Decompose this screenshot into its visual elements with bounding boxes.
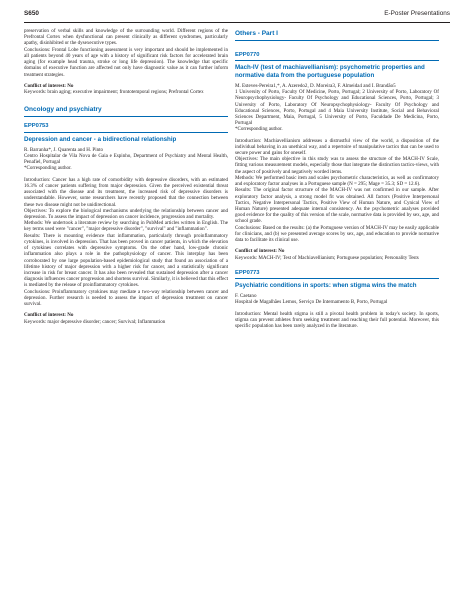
section-title: Others - Part I: [235, 28, 439, 41]
conflict-of-interest: Conflict of interest: No: [235, 248, 285, 255]
abstract-id: EPP0770: [235, 52, 439, 61]
abstract-results: Results: There is mounting evidence that inflammation, particularly through proinflammatory cytokines, is involved in depression. That has been proved in cancer patients, in which the elevation of cytokines correlates with depressive symptoms. On the other hand, low-grade chronic inflammation also plays a role in the pathophysiology of cancer. This interplay has been corroborated by one large population-based epidemiological study that found an association of a lifetime history of major depression with a higher risk for cancer, and a statistically significant increase in risk for breast cancer. It has also been revealed that sustained depression after a cancer diagnosis influences cancer progression and shortens survival. Similarly, it is believed that this effect is mediated by the release of proinflammatory cytokines.: [24, 232, 228, 289]
keywords: Keywords: MACH-IV; Test of Machiavellianism; Portuguese population; Personality Tests: [235, 254, 419, 261]
right-column: [235, 28, 439, 329]
abstract-authors: F. Caetano: [235, 293, 257, 300]
page-number: S650: [24, 10, 39, 17]
abstract-title: Mach-IV (test of machiavellianism): psychometric properties and normative data from the portuguese population: [235, 64, 425, 79]
abstract-affiliation: Hospital de Magalhães Lemos, Serviço De Internamento B, Porto, Portugal: [235, 299, 388, 306]
abstract-results: Results: The original factor structure of the MACH-IV was not confirmed in our sample. After exploratory factor analysis, a strong model fit was obtained. All factors (Positive Interpersonal Tactics, Negative Interpersonal Tactics, Positive View of Human Nature, and Cynical View of Human Nature) presented adequate internal consistency. As the psychometric analyses provided good evidence for the quality of this version of the scale, normative data is provided by sex, age, and school grade.: [235, 187, 439, 225]
abstract-methods: Methods: We undertook a literature review by searching in PubMed articles written in English. The key terms used were "cancer", "major depressive disorder", "survival" and "inflammation".: [24, 220, 228, 233]
abstract-id: EPP0753: [24, 123, 228, 132]
left-column: [24, 28, 228, 325]
section-title: Oncology and psychiatry: [24, 104, 228, 117]
corresponding-author: *Corresponding author.: [24, 165, 72, 172]
abstract-affiliation: Centro Hospitalar de Vila Nova de Gaia e Espinho, Department of Psychiatry and Mental Health, Penafiel, Portugal: [24, 153, 228, 166]
abstract-affiliations: 1 University of Porto, Faculty Of Medicine, Porto, Portugal; 2 University of Porto, Laboratory Of Neuropsychophysiology- Faculty Of Psychology and Educational Sciences, Porto, Portugal; 3 University of Porto, Laboratory Of Neuropsychophysiology- Faculty Of Psychology and Educational Sciences, Porto, Portugal and 4 Maia University Institute, Social and Behavioral Sciences Department, Maia, Portugal, 5 University of Porto, Faculdade De Medicina, Porto, Portugal: [235, 89, 439, 127]
header-rule: [24, 22, 450, 23]
intro-paragraph: preservation of verbal skills and knowledge of the surrounding world. Different regions of the Prefrontal Cortex when dysfunctional can present clinically as different syndromes, particularly apathy, disinhibited or the dysexecutive types.: [24, 28, 228, 47]
abstract-conclusions: Conclusions: Proinflammatory cytokines may mediate a two-way relationship between cancer and depression. Further research is needed to assess the impact of depression treatment on cancer survival.: [24, 288, 228, 308]
abstract-introduction: Introduction: Cancer has a high rate of comorbidity with depressive disorders, with an estimated 16.3% of cancer patients suffering from major depression. Given the perceived existential threat associated with the disease and its treatment, the increased risk of depressive disorders is understandable. However, some researchers have recently proposed that the connection between these two disease might not be unidirectional.: [24, 176, 228, 208]
header-section-title: E-Poster Presentations: [384, 10, 450, 17]
abstract-authors: M. Esteves-Pereira1,*, A. Azeredo2, D. Moreira3, F. Almeida4 and I. Brandão5: [235, 82, 396, 89]
conflict-of-interest: Conflict of interest: No: [24, 312, 74, 319]
abstract-objectives: Objectives: The main objective in this study was to assess the structure of the MACH-IV Scale, fitting various measurement models, especially those that integrate the distinction tactics-views, with the aspect of positively and negatively worded items.: [235, 156, 439, 175]
abstract-authors: R. Barranha*, J. Quarenta and H. Pinto: [24, 146, 104, 153]
abstract-conclusions: Conclusions: Based on the results: (a) the Portuguese version of MACH-IV may be easily applicable for clinicians, and (b) we presented average scores by sex, age, and education to provide normative data to facilitate its clinical use.: [235, 224, 439, 244]
keywords: Keywords: brain aging; executive impairment; frontotemporal regions; Prefrontal Cortex: [24, 88, 204, 95]
conclusions-paragraph: Conclusions: Frontal Lobe functioning assessment is very important and should be implemented in all patients beyond 40 years of age with a history of significant risk factors for accelerated brain aging (for example head trauma, stroke or long life depression). The knowledge that specific domains of executive function are affected not only have diagnostic value as it can further inform treatment strategies.: [24, 46, 228, 78]
abstract-title: Depression and cancer - a bidirectional relationship: [24, 135, 177, 143]
page-header: [24, 8, 450, 22]
abstract-methods: Methods: We performed basic item and scales psychometric characteristics, as well as confirmatory and exploratory factor analyses in a Portuguese sample (N = 295; Mage = 35.3; SD = 12.6).: [235, 174, 439, 188]
keywords: Keywords: major depressive disorder; cancer; Survival; Inflammation: [24, 318, 166, 325]
abstract-introduction: Introduction: Mental health stigma is still a pivotal health problem in today's society. In sports, stigma can prevent athletes from seeking treatment and reaching their full potential. Moreover, this specific population has been rarely analyzed in the literature.: [235, 310, 439, 330]
corresponding-author: *Corresponding author.: [235, 126, 283, 133]
abstract-id: EPP0773: [235, 270, 439, 279]
abstract-introduction: Introduction: Machiavellianism addresses a distrustful view of the world, a disposition of the individual behaving in an unethical way, and a repertoire of manipulative tactics that can be used to secure power and gains for oneself.: [235, 137, 439, 157]
abstract-objectives: Objectives: To explore the biological mechanisms underlying the relationship between cancer and depression. To assess the impact of depression on cancer incidence, progression and mortality.: [24, 207, 228, 221]
conflict-of-interest: Conflict of interest: No: [24, 82, 74, 89]
abstract-title: Psychiatric conditions in sports: when stigma wins the match: [235, 281, 417, 289]
